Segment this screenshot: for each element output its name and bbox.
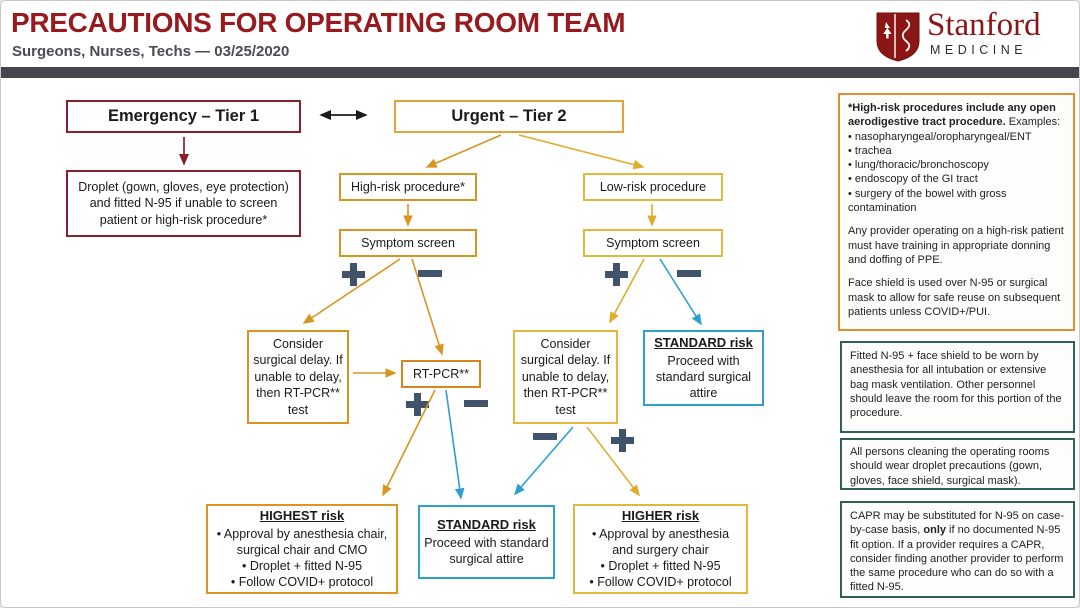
sidebar-note-anesthesia-n95 xyxy=(840,341,1075,433)
highest-risk-bullet: • Droplet + fitted N-95 xyxy=(241,559,363,574)
higher-risk-title: HIGHER risk xyxy=(621,507,700,523)
node-consider-delay-left-label: Consider surgical delay. If unable to delay, then RT-PCR** test xyxy=(253,336,343,417)
sidebar-note-cleaning xyxy=(840,438,1075,490)
node-urgent-tier2-label: Urgent – Tier 2 xyxy=(451,106,567,125)
minus-icon xyxy=(418,270,442,277)
standard-risk-upper-body: Proceed with standard surgical attire xyxy=(655,354,752,401)
node-standard-risk-lower xyxy=(418,505,555,579)
node-emergency-tier1-label: Emergency – Tier 1 xyxy=(107,106,260,125)
node-droplet-precautions xyxy=(66,170,301,237)
standard-risk-lower-body: Proceed with standard surgical attire xyxy=(424,536,549,567)
note-face-shield: Face shield is used over N-95 or surgical mask to allow for safe reuse on subsequent patients unless COVID+/PUI. xyxy=(848,277,1061,318)
node-rt-pcr xyxy=(401,360,481,388)
note-bullet: • trachea xyxy=(848,144,892,157)
node-highest-risk xyxy=(206,504,398,594)
node-rt-pcr-label: RT-PCR** xyxy=(412,366,470,381)
note-bullet: • surgery of the bowel with gross contamination xyxy=(848,187,1007,215)
note-bullet: • endoscopy of the GI tract xyxy=(848,173,978,186)
node-symptom-screen-left-label: Symptom screen xyxy=(361,235,455,250)
node-consider-delay-left xyxy=(247,330,349,424)
highest-risk-title: HIGHEST risk xyxy=(259,507,345,523)
note-capr-only: only xyxy=(923,524,946,537)
arrow-symptomright-neg-standard xyxy=(660,259,701,324)
node-high-risk-procedure xyxy=(339,173,477,201)
arrow-rtpcr-neg-standard xyxy=(446,390,461,498)
medicine-wordmark: MEDICINE xyxy=(930,43,1028,57)
node-low-risk-procedure-label: Low-risk procedure xyxy=(599,179,707,194)
node-droplet-precautions-label: Droplet (gown, gloves, eye protection) and fitted N-95 if unable to screen patient or high-risk procedure* xyxy=(78,180,289,227)
stanford-shield-icon xyxy=(875,11,921,63)
stanford-medicine-logo xyxy=(875,7,1065,63)
note-ppe-training: Any provider operating on a high-risk patient must have training in appropriate donning and doffing of PPE. xyxy=(848,225,1064,266)
page-subtitle: Surgeons, Nurses, Techs — 03/25/2020 xyxy=(12,43,290,60)
node-consider-delay-right-label: Consider surgical delay. If unable to delay, then RT-PCR** test xyxy=(520,336,611,417)
minus-icon xyxy=(533,433,557,440)
standard-risk-upper-title: STANDARD risk xyxy=(654,334,753,350)
node-emergency-tier1 xyxy=(66,100,301,133)
note-lead-rest: Examples: xyxy=(1005,116,1061,129)
note-lead-bold: *High-risk procedures include any open aerodigestive tract procedure. xyxy=(848,102,1056,129)
node-symptom-screen-right-label: Symptom screen xyxy=(606,235,700,250)
standard-risk-lower-title: STANDARD risk xyxy=(437,516,536,532)
arrow-tier2-highrisk xyxy=(427,135,501,167)
minus-icon xyxy=(464,400,488,407)
note-capr-p2: if no documented N-95 fit option. If a provider requires a CAPR, consider finding another provider to perform the same procedure who can do so with a fitted N-95. xyxy=(850,524,1064,594)
higher-risk-bullet: • Droplet + fitted N-95 xyxy=(600,559,721,574)
node-urgent-tier2 xyxy=(394,100,624,133)
highest-risk-bullet: • Follow COVID+ protocol xyxy=(230,575,374,590)
note-capr-p1: CAPR may be substituted for N-95 on case-by-case basis, xyxy=(850,510,1064,537)
plus-icon xyxy=(605,263,628,286)
arrow-tier2-lowrisk xyxy=(519,135,643,167)
node-standard-risk-upper xyxy=(643,330,764,406)
node-consider-delay-right xyxy=(513,330,618,424)
note-cleaning-text: All persons cleaning the operating rooms should wear droplet precautions (gown, gloves, face shield, surgical mask). xyxy=(850,446,1050,487)
note-bullet: • nasopharyngeal/oropharyngeal/ENT xyxy=(848,130,1032,143)
higher-risk-bullet: • Approval by anesthesia and surgery chair xyxy=(591,527,730,558)
page-title: PRECAUTIONS FOR OPERATING ROOM TEAM xyxy=(11,7,626,38)
sidebar-note-capr xyxy=(840,501,1075,598)
note-bullet-list xyxy=(848,130,1065,216)
plus-icon xyxy=(611,429,634,452)
note-anesthesia-text: Fitted N-95 + face shield to be worn by anesthesia for all intubation or extensive bag mask ventilation. Other personnel should leave the room for this portion of the procedure. xyxy=(850,350,1062,420)
node-symptom-screen-left xyxy=(339,229,477,257)
plus-icon xyxy=(342,263,365,286)
stanford-wordmark: Stanford xyxy=(927,7,1041,43)
highest-risk-bullet: • Approval by anesthesia chair, surgical chair and CMO xyxy=(216,527,388,558)
node-higher-risk xyxy=(573,504,748,594)
sidebar-note-high-risk-procedures xyxy=(838,93,1075,331)
node-symptom-screen-right xyxy=(583,229,723,257)
plus-icon xyxy=(406,393,429,416)
header-divider-bar xyxy=(1,67,1080,78)
higher-risk-bullet: • Follow COVID+ protocol xyxy=(589,575,732,590)
node-high-risk-procedure-label: High-risk procedure* xyxy=(351,179,465,194)
node-low-risk-procedure xyxy=(583,173,723,201)
note-bullet: • lung/thoracic/bronchoscopy xyxy=(848,159,989,172)
minus-icon xyxy=(677,270,701,277)
